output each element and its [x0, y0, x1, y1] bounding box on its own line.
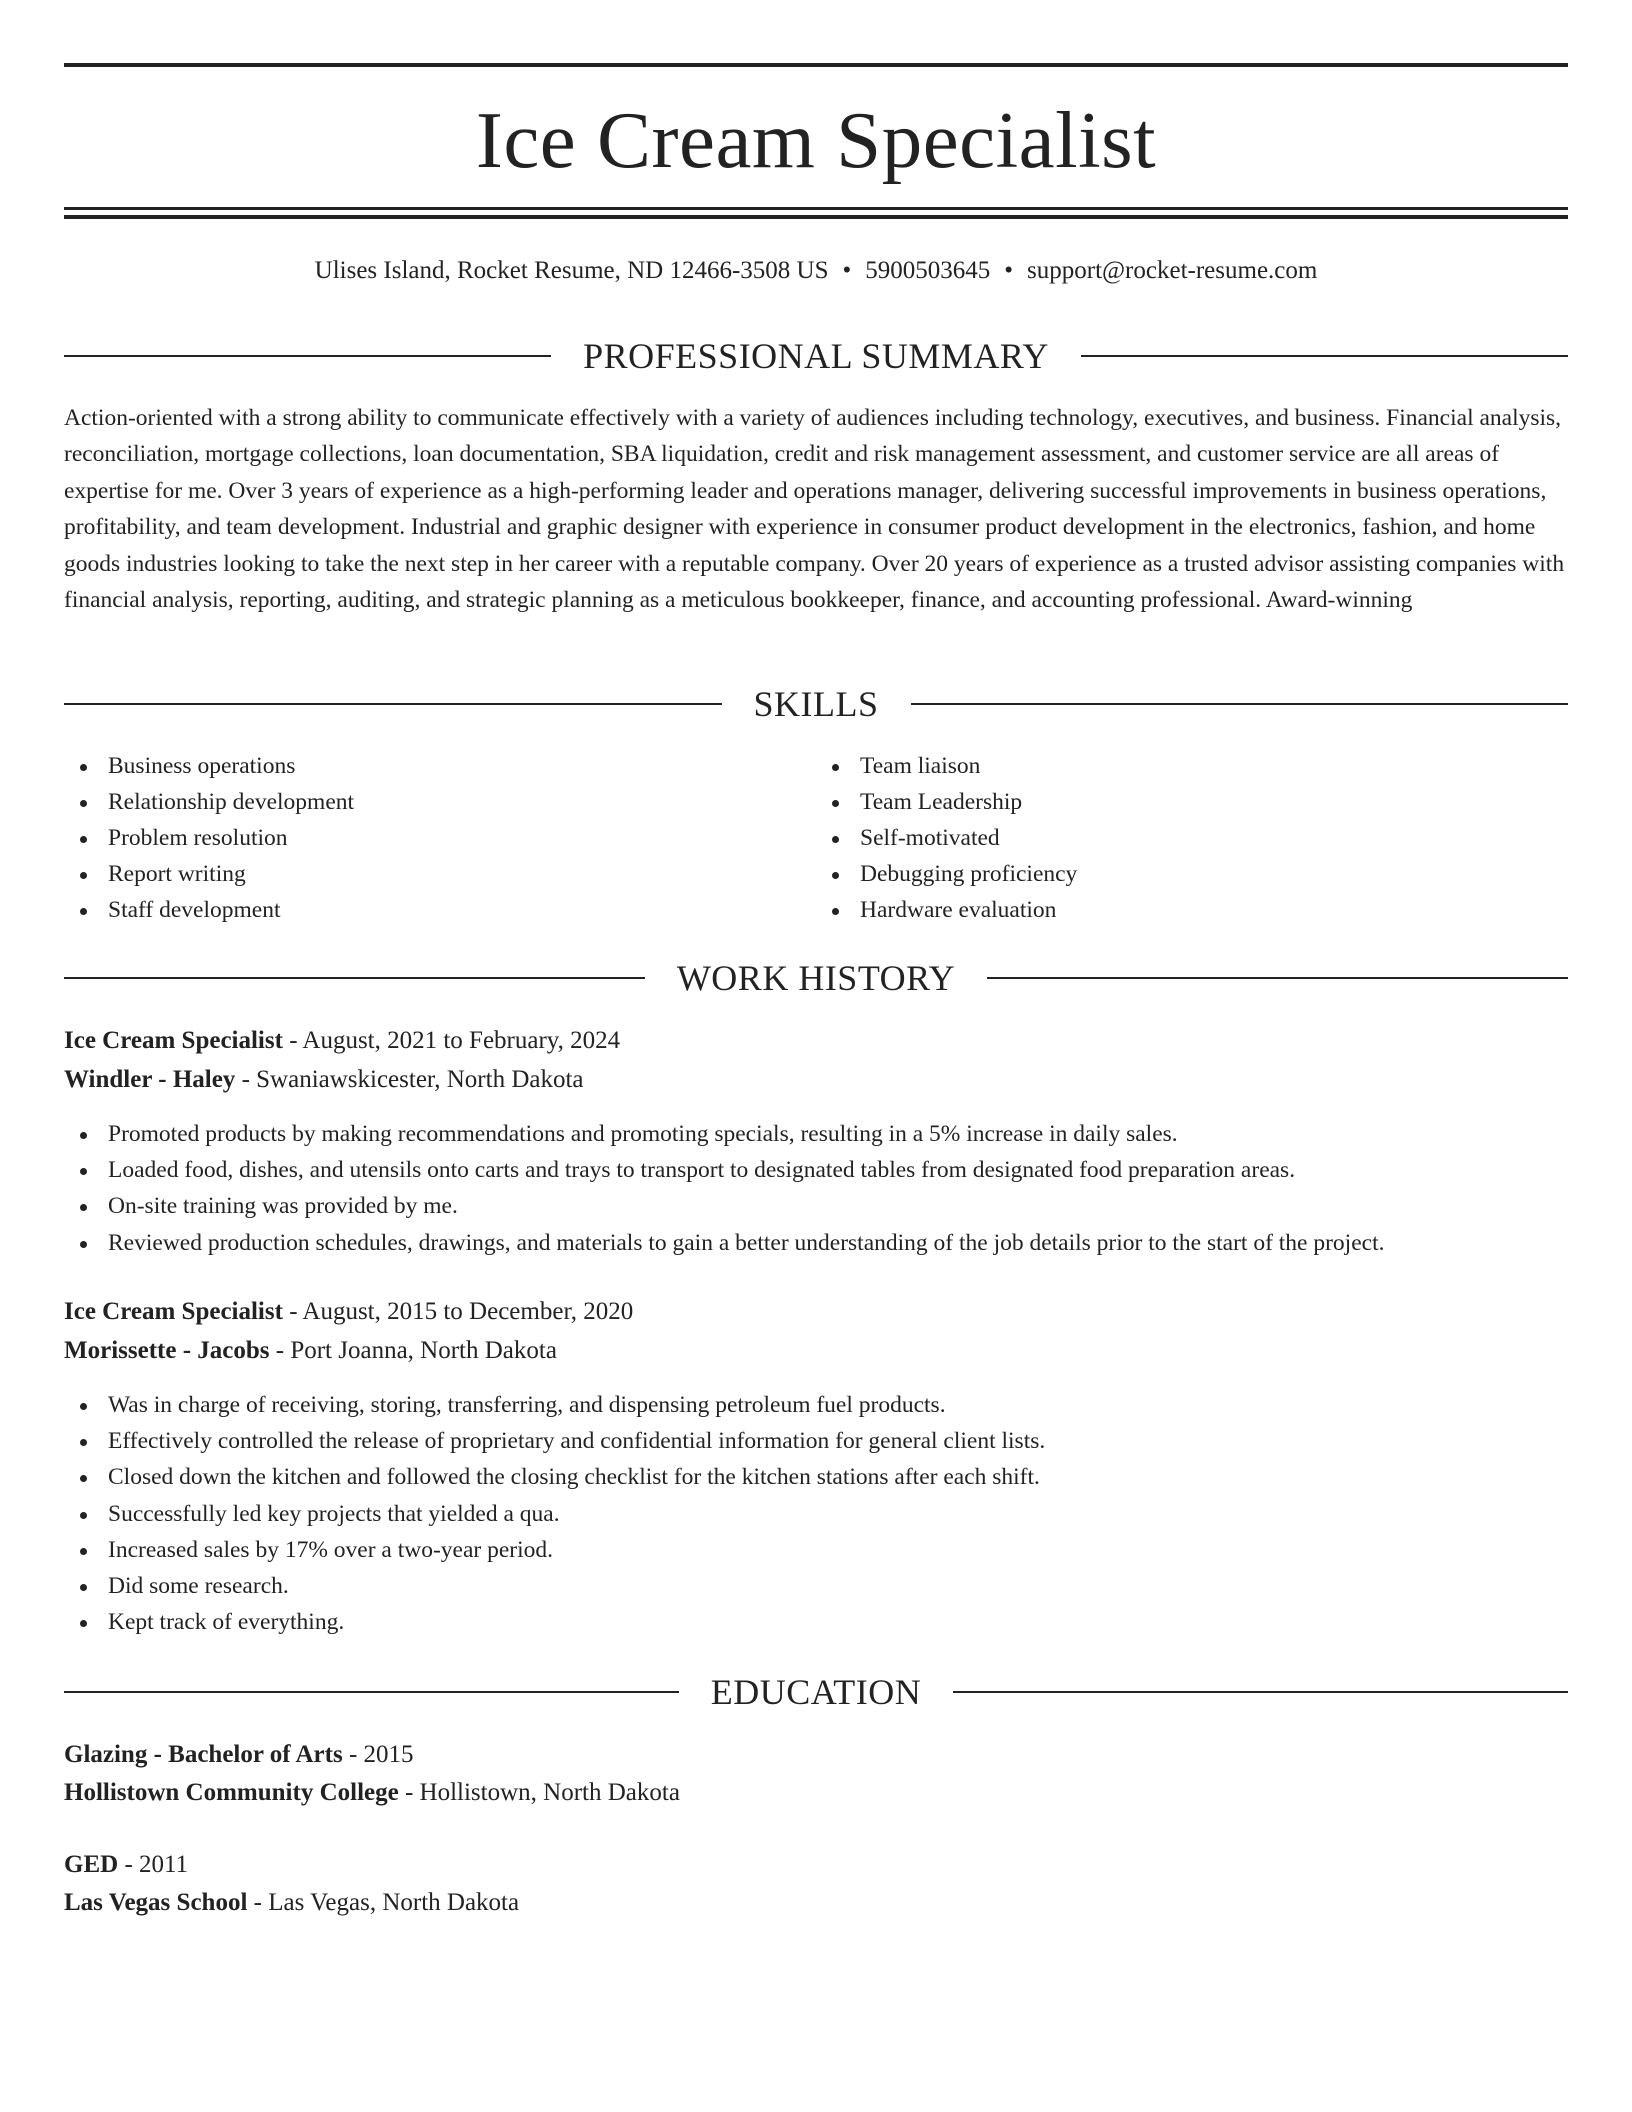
skill-item: Hardware evaluation — [816, 892, 1568, 928]
skill-item: Business operations — [64, 748, 816, 784]
job-company: Windler - Haley — [64, 1066, 236, 1093]
job-company-line — [64, 1063, 1568, 1097]
job-bullet: Loaded food, dishes, and utensils onto carts and trays to transport to designated tables from designated food preparation areas. — [64, 1152, 1568, 1188]
job-title-line — [64, 1295, 1568, 1329]
contact-separator: • — [842, 257, 852, 284]
work-title: WORK HISTORY — [676, 958, 956, 998]
job-bullet: Increased sales by 17% over a two-year period. — [64, 1532, 1568, 1568]
job-bullet: Promoted products by making recommendations and promoting specials, resulting in a 5% increase in daily sales. — [64, 1116, 1568, 1152]
heading-rule — [987, 977, 1568, 979]
skill-item: Debugging proficiency — [816, 856, 1568, 892]
job-title-line — [64, 1024, 1568, 1058]
education-heading — [64, 1672, 1568, 1712]
skill-item: Team Leadership — [816, 784, 1568, 820]
education-school-line — [64, 1776, 1568, 1810]
skill-item: Relationship development — [64, 784, 816, 820]
job-dates: - August, 2015 to December, 2020 — [282, 1298, 634, 1325]
skills-heading — [64, 684, 1568, 724]
job-company-line — [64, 1334, 1568, 1368]
summary-title: PROFESSIONAL SUMMARY — [583, 336, 1049, 376]
header-bottom-rule-second — [64, 215, 1568, 219]
job-bullets — [64, 1116, 1568, 1261]
education-year: - 2015 — [342, 1741, 414, 1768]
contact-line — [64, 254, 1568, 288]
education-degree: GED — [64, 1851, 119, 1878]
education-school: Hollistown Community College — [64, 1779, 399, 1806]
heading-rule — [64, 977, 645, 979]
job-bullet: Successfully led key projects that yielded a qua. — [64, 1496, 1568, 1532]
summary-heading — [64, 336, 1568, 376]
skill-item: Self-motivated — [816, 820, 1568, 856]
job-location: - Port Joanna, North Dakota — [269, 1337, 557, 1364]
header-top-rule — [64, 63, 1568, 67]
job-bullet: Reviewed production schedules, drawings, and materials to gain a better understanding of the job details prior to the start of the project. — [64, 1225, 1568, 1261]
job-bullet: On-site training was provided by me. — [64, 1188, 1568, 1224]
education-degree-line — [64, 1738, 1568, 1772]
contact-separator: • — [1004, 257, 1014, 284]
skill-item: Report writing — [64, 856, 816, 892]
contact-phone: 5900503645 — [865, 257, 991, 284]
job-title: Ice Cream Specialist — [64, 1298, 283, 1325]
job-bullet: Did some research. — [64, 1568, 1568, 1604]
job-dates: - August, 2021 to February, 2024 — [282, 1027, 621, 1054]
skill-item: Team liaison — [816, 748, 1568, 784]
summary-text: Action-oriented with a strong ability to communicate effectively with a variety of audiences including technology, executives, and business. Financial analysis, reconciliation, mortgage collections, loan documentation, SBA liquidation, credit and risk management assessment, and customer service are all areas of expertise for me. Over 3 years of experience as a high-performing leader and operations manager, delivering successful improvements in business operations, profitability, and team development. Industrial and graphic designer with experience in consumer product development in the electronics, fashion, and home goods industries looking to take the next step in her career with a reputable company. Over 20 years of experience as a trusted advisor assisting companies with financial analysis, reporting, auditing, and strategic planning as a meticulous bookkeeper, finance, and accounting professional. Award-winning — [64, 405, 1565, 614]
education-degree-line — [64, 1848, 1568, 1882]
education-year: - 2011 — [118, 1851, 189, 1878]
heading-rule — [1081, 355, 1568, 357]
education-location: - Las Vegas, North Dakota — [247, 1889, 520, 1916]
skill-item: Staff development — [64, 892, 816, 928]
job-company: Morissette - Jacobs — [64, 1337, 270, 1364]
job-bullets — [64, 1387, 1568, 1640]
education-school-line — [64, 1886, 1568, 1920]
skills-list — [64, 748, 1568, 928]
education-degree: Glazing - Bachelor of Arts — [64, 1741, 343, 1768]
contact-email: support@rocket-resume.com — [1027, 257, 1318, 284]
skills-column-left — [64, 748, 816, 928]
heading-rule — [64, 703, 722, 705]
skill-item: Problem resolution — [64, 820, 816, 856]
education-school: Las Vegas School — [64, 1889, 248, 1916]
job-bullet: Kept track of everything. — [64, 1604, 1568, 1640]
skills-title: SKILLS — [753, 684, 879, 724]
job-bullet: Effectively controlled the release of proprietary and confidential information for general client lists. — [64, 1423, 1568, 1459]
skills-column-right — [816, 748, 1568, 928]
heading-rule — [64, 355, 551, 357]
heading-rule — [911, 703, 1569, 705]
work-heading — [64, 958, 1568, 998]
education-title: EDUCATION — [710, 1672, 922, 1712]
education-location: - Hollistown, North Dakota — [398, 1779, 680, 1806]
heading-rule — [64, 1691, 679, 1693]
job-bullet: Was in charge of receiving, storing, transferring, and dispensing petroleum fuel products. — [64, 1387, 1568, 1423]
job-title: Ice Cream Specialist — [64, 1027, 283, 1054]
job-bullet: Closed down the kitchen and followed the closing checklist for the kitchen stations after each shift. — [64, 1459, 1568, 1495]
header-bottom-rule — [64, 207, 1568, 210]
contact-address: Ulises Island, Rocket Resume, ND 12466-3508 US — [314, 257, 829, 284]
heading-rule — [953, 1691, 1568, 1693]
resume-title: Ice Cream Specialist — [475, 95, 1157, 185]
job-location: - Swaniawskicester, North Dakota — [235, 1066, 584, 1093]
